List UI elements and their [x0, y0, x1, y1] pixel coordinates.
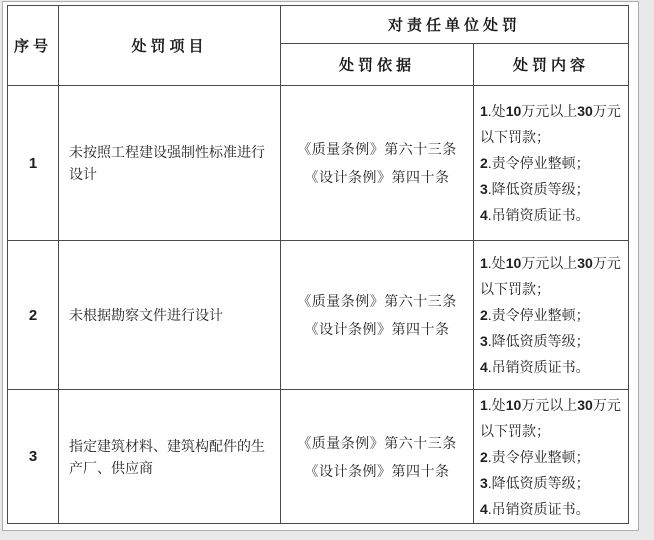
content-line: 2.责令停业整顿；	[480, 448, 590, 465]
content-line: 3.降低资质等级；	[480, 333, 590, 349]
basis-line: 《设计条例》第四十条	[304, 169, 450, 185]
penalty-item-cell: 未按照工程建设强制性标准进行设计	[59, 86, 281, 241]
content-line: 3.降低资质等级；	[480, 181, 590, 197]
content-line: 4.吊销资质证书。	[480, 207, 590, 223]
header-penalty-basis: 处罚依据	[281, 44, 474, 86]
basis-line: 《质量条例》第六十三条	[297, 293, 457, 309]
serial-cell: 1	[8, 86, 59, 241]
content-line: 1.处10万元以上30万元以下罚款；	[480, 103, 621, 145]
header-penalty-content: 处罚内容	[474, 44, 629, 86]
table-row	[8, 241, 629, 390]
table-row	[8, 86, 629, 241]
header-responsible-unit-penalty: 对责任单位处罚	[281, 6, 629, 44]
penalty-table	[7, 5, 629, 524]
content-line: 4.吊销资质证书。	[480, 359, 590, 375]
content-line: 2.责令停业整顿；	[480, 307, 590, 323]
content-line: 1.处10万元以上30万元以下罚款；	[480, 255, 621, 297]
header-serial-number: 序号	[8, 6, 59, 86]
serial-cell: 3	[8, 390, 59, 524]
penalty-content-cell	[474, 86, 629, 241]
document-page	[2, 1, 639, 531]
basis-line: 《设计条例》第四十条	[304, 462, 450, 479]
penalty-basis-cell	[281, 86, 474, 241]
basis-line: 《质量条例》第六十三条	[297, 141, 457, 157]
basis-line: 《设计条例》第四十条	[304, 321, 450, 337]
table-row	[8, 390, 629, 524]
penalty-basis-cell	[281, 241, 474, 390]
content-line: 1.处10万元以上30万元以下罚款；	[480, 396, 621, 439]
penalty-item-cell: 未根据勘察文件进行设计	[59, 241, 281, 390]
content-line: 4.吊销资质证书。	[480, 500, 590, 517]
header-penalty-item: 处罚项目	[59, 6, 281, 86]
penalty-content-cell	[474, 390, 629, 524]
serial-cell: 2	[8, 241, 59, 390]
penalty-item-cell: 指定建筑材料、建筑构配件的生产厂、供应商	[59, 390, 281, 524]
penalty-content-cell	[474, 241, 629, 390]
content-line: 3.降低资质等级；	[480, 474, 590, 491]
basis-line: 《质量条例》第六十三条	[297, 434, 457, 451]
penalty-basis-cell	[281, 390, 474, 524]
content-line: 2.责令停业整顿；	[480, 155, 590, 171]
header-row-top	[8, 6, 629, 44]
